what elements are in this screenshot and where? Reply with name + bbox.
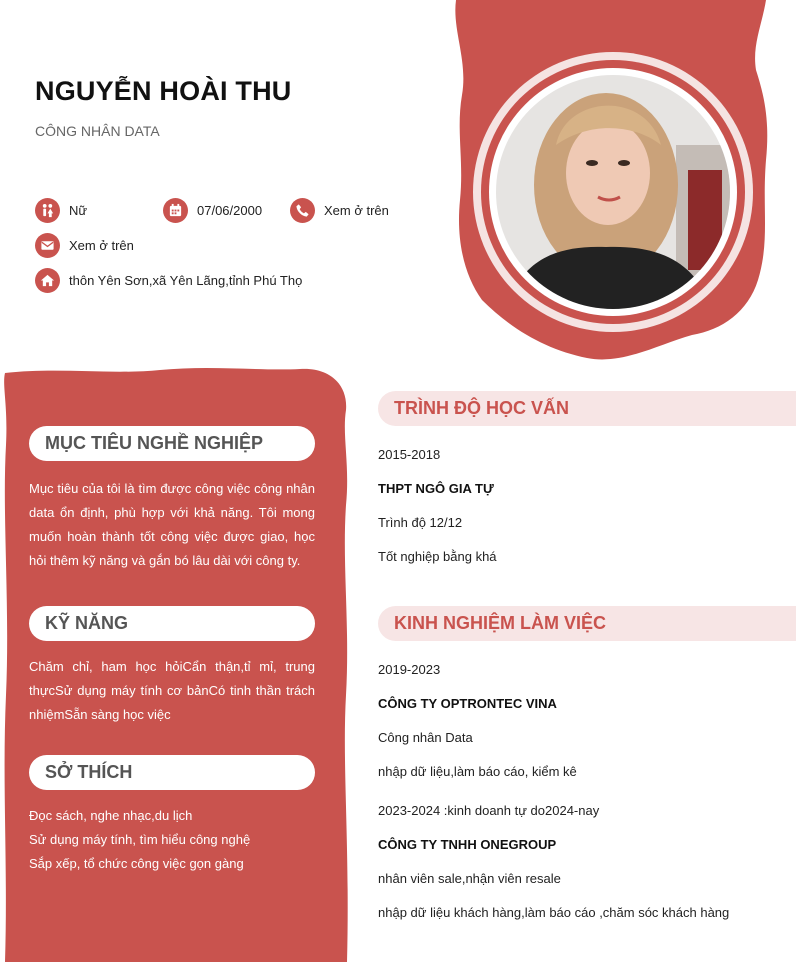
profile-title: CÔNG NHÂN DATA: [35, 123, 160, 139]
hobby-item: Sắp xếp, tổ chức công việc gọn gàng: [29, 856, 244, 871]
education-header: [378, 391, 796, 426]
phone-value: Xem ở trên: [324, 203, 389, 218]
objective-heading: MỤC TIÊU NGHỀ NGHIỆP: [45, 433, 264, 453]
job-period: 2023-2024 :kinh doanh tự do2024-nay: [378, 803, 600, 818]
hobbies-header: [29, 755, 315, 790]
gender-info: [35, 198, 87, 223]
job-description: nhập dữ liệu khách hàng,làm báo cáo ,chăm sóc khách hàng: [378, 905, 730, 920]
skills-header: [29, 606, 315, 641]
hobbies-heading: SỞ THÍCH: [45, 762, 133, 782]
email-icon: [35, 233, 60, 258]
objective-text: Mục tiêu của tôi là tìm được công việc công nhân data ổn định, phù hợp với khả năng. Tôi mong muốn hoàn thành tốt công việc được giao, học hỏi thêm kỹ năng và gắn bó lâu dài với công ty.: [29, 481, 315, 568]
home-icon: [35, 268, 60, 293]
address-value: thôn Yên Sơn,xã Yên Lãng,tỉnh Phú Thọ: [69, 273, 303, 288]
hobby-item: Sử dụng máy tính, tìm hiểu công nghệ: [29, 832, 251, 847]
profile-name: NGUYỄN HOÀI THU: [35, 76, 292, 106]
job-company: CÔNG TY OPTRONTEC VINA: [378, 696, 557, 711]
gender-icon: [35, 198, 60, 223]
education-heading: TRÌNH ĐỘ HỌC VẤN: [394, 398, 569, 418]
avatar: [496, 75, 730, 309]
hobby-item: Đọc sách, nghe nhạc,du lịch: [29, 808, 193, 823]
job-company: CÔNG TY TNHH ONEGROUP: [378, 837, 557, 852]
birthday-value: 07/06/2000: [197, 203, 263, 218]
education-school: THPT NGÔ GIA TỰ: [378, 481, 494, 496]
email-info: [35, 233, 134, 258]
phone-info: [290, 198, 389, 223]
education-period: 2015-2018: [378, 447, 441, 462]
experience-header: [378, 606, 796, 641]
job-role: nhân viên sale,nhận viên resale: [378, 871, 561, 886]
phone-icon: [290, 198, 315, 223]
email-value: Xem ở trên: [69, 238, 134, 253]
education-level: Trình độ 12/12: [378, 515, 463, 530]
job-description: nhập dữ liệu,làm báo cáo, kiểm kê: [378, 764, 577, 779]
education-result: Tốt nghiệp bằng khá: [378, 549, 497, 564]
calendar-icon: [163, 198, 188, 223]
experience-heading: KINH NGHIỆM LÀM VIỆC: [394, 613, 607, 633]
skills-heading: KỸ NĂNG: [45, 613, 129, 633]
birthday-info: [163, 198, 262, 223]
gender-value: Nữ: [69, 203, 88, 218]
job-role: Công nhân Data: [378, 730, 473, 745]
objective-header: [29, 426, 315, 461]
job-period: 2019-2023: [378, 662, 441, 677]
skills-text: Chăm chỉ, ham học hỏiCẩn thận,tỉ mỉ, trung thựcSử dụng máy tính cơ bảnCó tinh thần trách nhiệmSẵn sàng học việc: [29, 659, 315, 722]
address-info: [35, 268, 302, 293]
